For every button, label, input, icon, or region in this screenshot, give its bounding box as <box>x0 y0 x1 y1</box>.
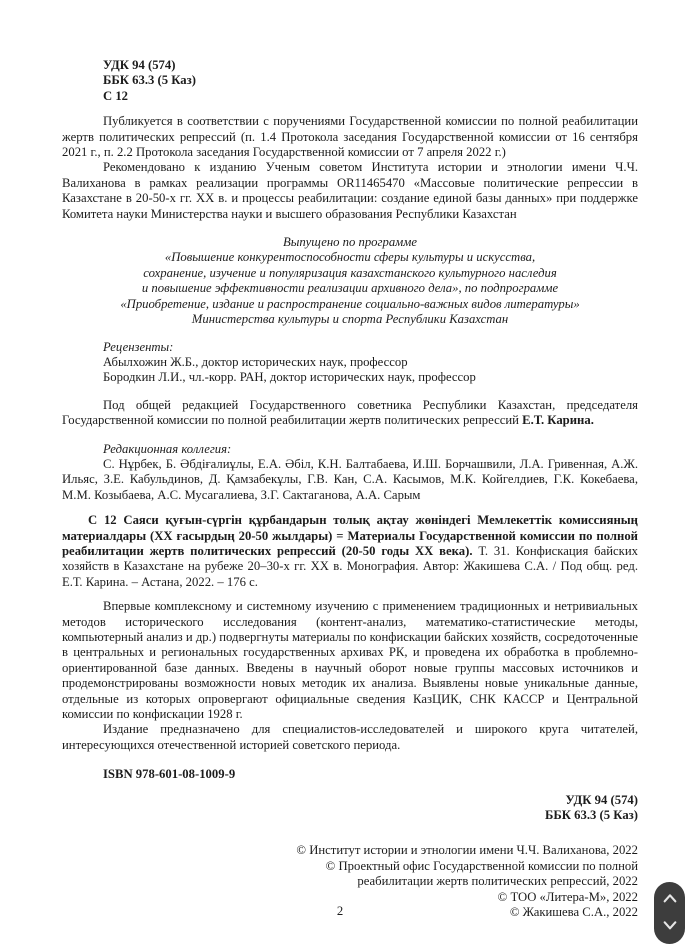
classification-codes-bottom <box>62 793 638 824</box>
copyright-line: © Институт истории и этнологии имени Ч.Ч. Валиханова, 2022 <box>296 843 638 858</box>
bbk-code: ББК 63.3 (5 Каз) <box>103 73 196 88</box>
catalog-entry-bold: С 12 Саяси қуғын-сүргін құрбандарын толық ақтау жөніндегі Мемлекеттік комиссияның материалдары (XX ғасырдың 20-50 жылдары) = Материалы Государственной комиссии по полной реабилитации жертв политических репрессий (20-50 годы XX века). <box>62 513 638 558</box>
chevron-up-icon <box>662 892 678 907</box>
program-line: сохранение, изучение и популяризация казахстанского культурного наследия <box>143 265 557 280</box>
catalog-entry-regular: Т. 31. Конфискация байских хозяйств в Казахстане на рубеже 20–30-х гг. XX в. Монография. Автор: Жакишева С.А. / Под общ. ред. Е.Т. Карина. – Астана, 2022. – 176 с. <box>62 543 638 589</box>
program-block <box>62 235 638 327</box>
copyright-line: © ТОО «Литера-М», 2022 <box>497 889 638 904</box>
annotation-paragraph-1: Впервые комплексному и системному изучению с применением традиционных и нетривиальных методов исторического исследования (контент-анализ, математико-статистические методы, компьютерный анализ и др.) подвергнуты материалы по конфискации байских хозяйств, сосредоточенные в центральных и региональных государственных архивах РК, и проведена их обработка в проблемно-ориентированной базе данных. Введены в научный оборот новые группы массовых источников и продемонстрированы возможности новых методик их анализа. Выявлены новые уникальные данные, отдельные из которых опровергают официальные сведения КазЦИК, СНК КАССР и Центральной комиссии по конфискации 1928 г. <box>62 599 638 722</box>
reviewer-item: Бородкин Л.И., чл.-корр. РАН, доктор исторических наук, профессор <box>103 370 476 385</box>
classification-codes-top <box>103 58 638 104</box>
editorial-board-heading: Редакционная коллегия: <box>103 441 232 456</box>
scroll-down-button[interactable] <box>658 917 682 937</box>
scroll-widget <box>654 882 685 944</box>
reviewers-section <box>103 340 638 386</box>
page-number: 2 <box>336 904 344 918</box>
reviewers-heading: Рецензенты: <box>103 339 174 354</box>
scroll-up-button[interactable] <box>658 889 682 909</box>
udk-code: УДК 94 (574) <box>103 58 176 72</box>
program-line: Выпущено по программе <box>282 235 417 250</box>
program-line: Министерства культуры и спорта Республики Казахстан <box>191 312 509 327</box>
recommended-paragraph: Рекомендовано к изданию Ученым советом Института истории и этнологии имени Ч.Ч. Валиханова в рамках реализации программы OR11465470 «Массовые политические репрессии в Казахстане в 20-50-х гг. XX в. и процессы реабилитации: создание единой базы данных» при поддержке Комитета науки Министерства науки и высшего образования Республики Казахстан <box>62 160 638 221</box>
program-line: «Приобретение, издание и распространение социально-важных видов литературы» <box>120 296 580 311</box>
isbn: ISBN 978-601-08-1009-9 <box>103 767 236 782</box>
general-editor-name: Е.Т. Карина. <box>522 413 594 428</box>
program-line: «Повышение конкурентоспособности сферы культуры и искусства, <box>164 250 536 265</box>
editorial-board-members: С. Нұрбек, Б. Әбдіғалиұлы, Е.А. Әбіл, К.Н. Балтабаева, И.Ш. Борчашвили, Л.А. Гривенная, А.Ж. Ильяс, З.Е. Кабульдинов, Д. Қамзабекұлы, Г.В. Кан, С.А. Касымов, М.К. Койгелдиев, Г.К. Кокебаева, М.М. Козыбаева, А.С. Мусагалиева, З.Г. Сактаганова, А.А. Сарым <box>62 456 638 502</box>
chevron-down-icon <box>662 919 678 934</box>
catalog-code: С 12 <box>103 88 129 103</box>
copyright-line: © Жакишева С.А., 2022 <box>509 905 638 920</box>
catalog-entry-paragraph <box>62 513 638 590</box>
udk-code-bottom: УДК 94 (574) <box>565 792 638 807</box>
bbk-code-bottom: ББК 63.3 (5 Каз) <box>545 808 638 823</box>
published-paragraph: Публикуется в соответствии с поручениями Государственной комиссии по полной реабилитации жертв политических репрессий (п. 1.4 Протокола заседания Государственной комиссии от 16 сентября 2021 г., п. 2.2 Протокола заседания Государственной комиссии от 7 апреля 2022 г.) <box>62 114 638 160</box>
general-editor-paragraph <box>62 398 638 429</box>
general-editor-text: Под общей редакцией Государственного советника Республики Казахстан, председателя Государственной комиссии по полной реабилитации жертв политических репрессий <box>62 397 638 428</box>
annotation-paragraph-2: Издание предназначено для специалистов-исследователей и широкого круга читателей, интересующихся отечественной историей советского периода. <box>62 722 638 752</box>
editorial-board-section <box>62 442 638 504</box>
copyright-line: © Проектный офис Государственной комиссии по полной реабилитации жертв политических репрессий, 2022 <box>325 858 638 889</box>
program-line: и повышение эффективности реализации архивного дела», по подпрограмме <box>141 281 559 296</box>
reviewer-item: Абылхожин Ж.Б., доктор исторических наук, профессор <box>103 354 408 369</box>
